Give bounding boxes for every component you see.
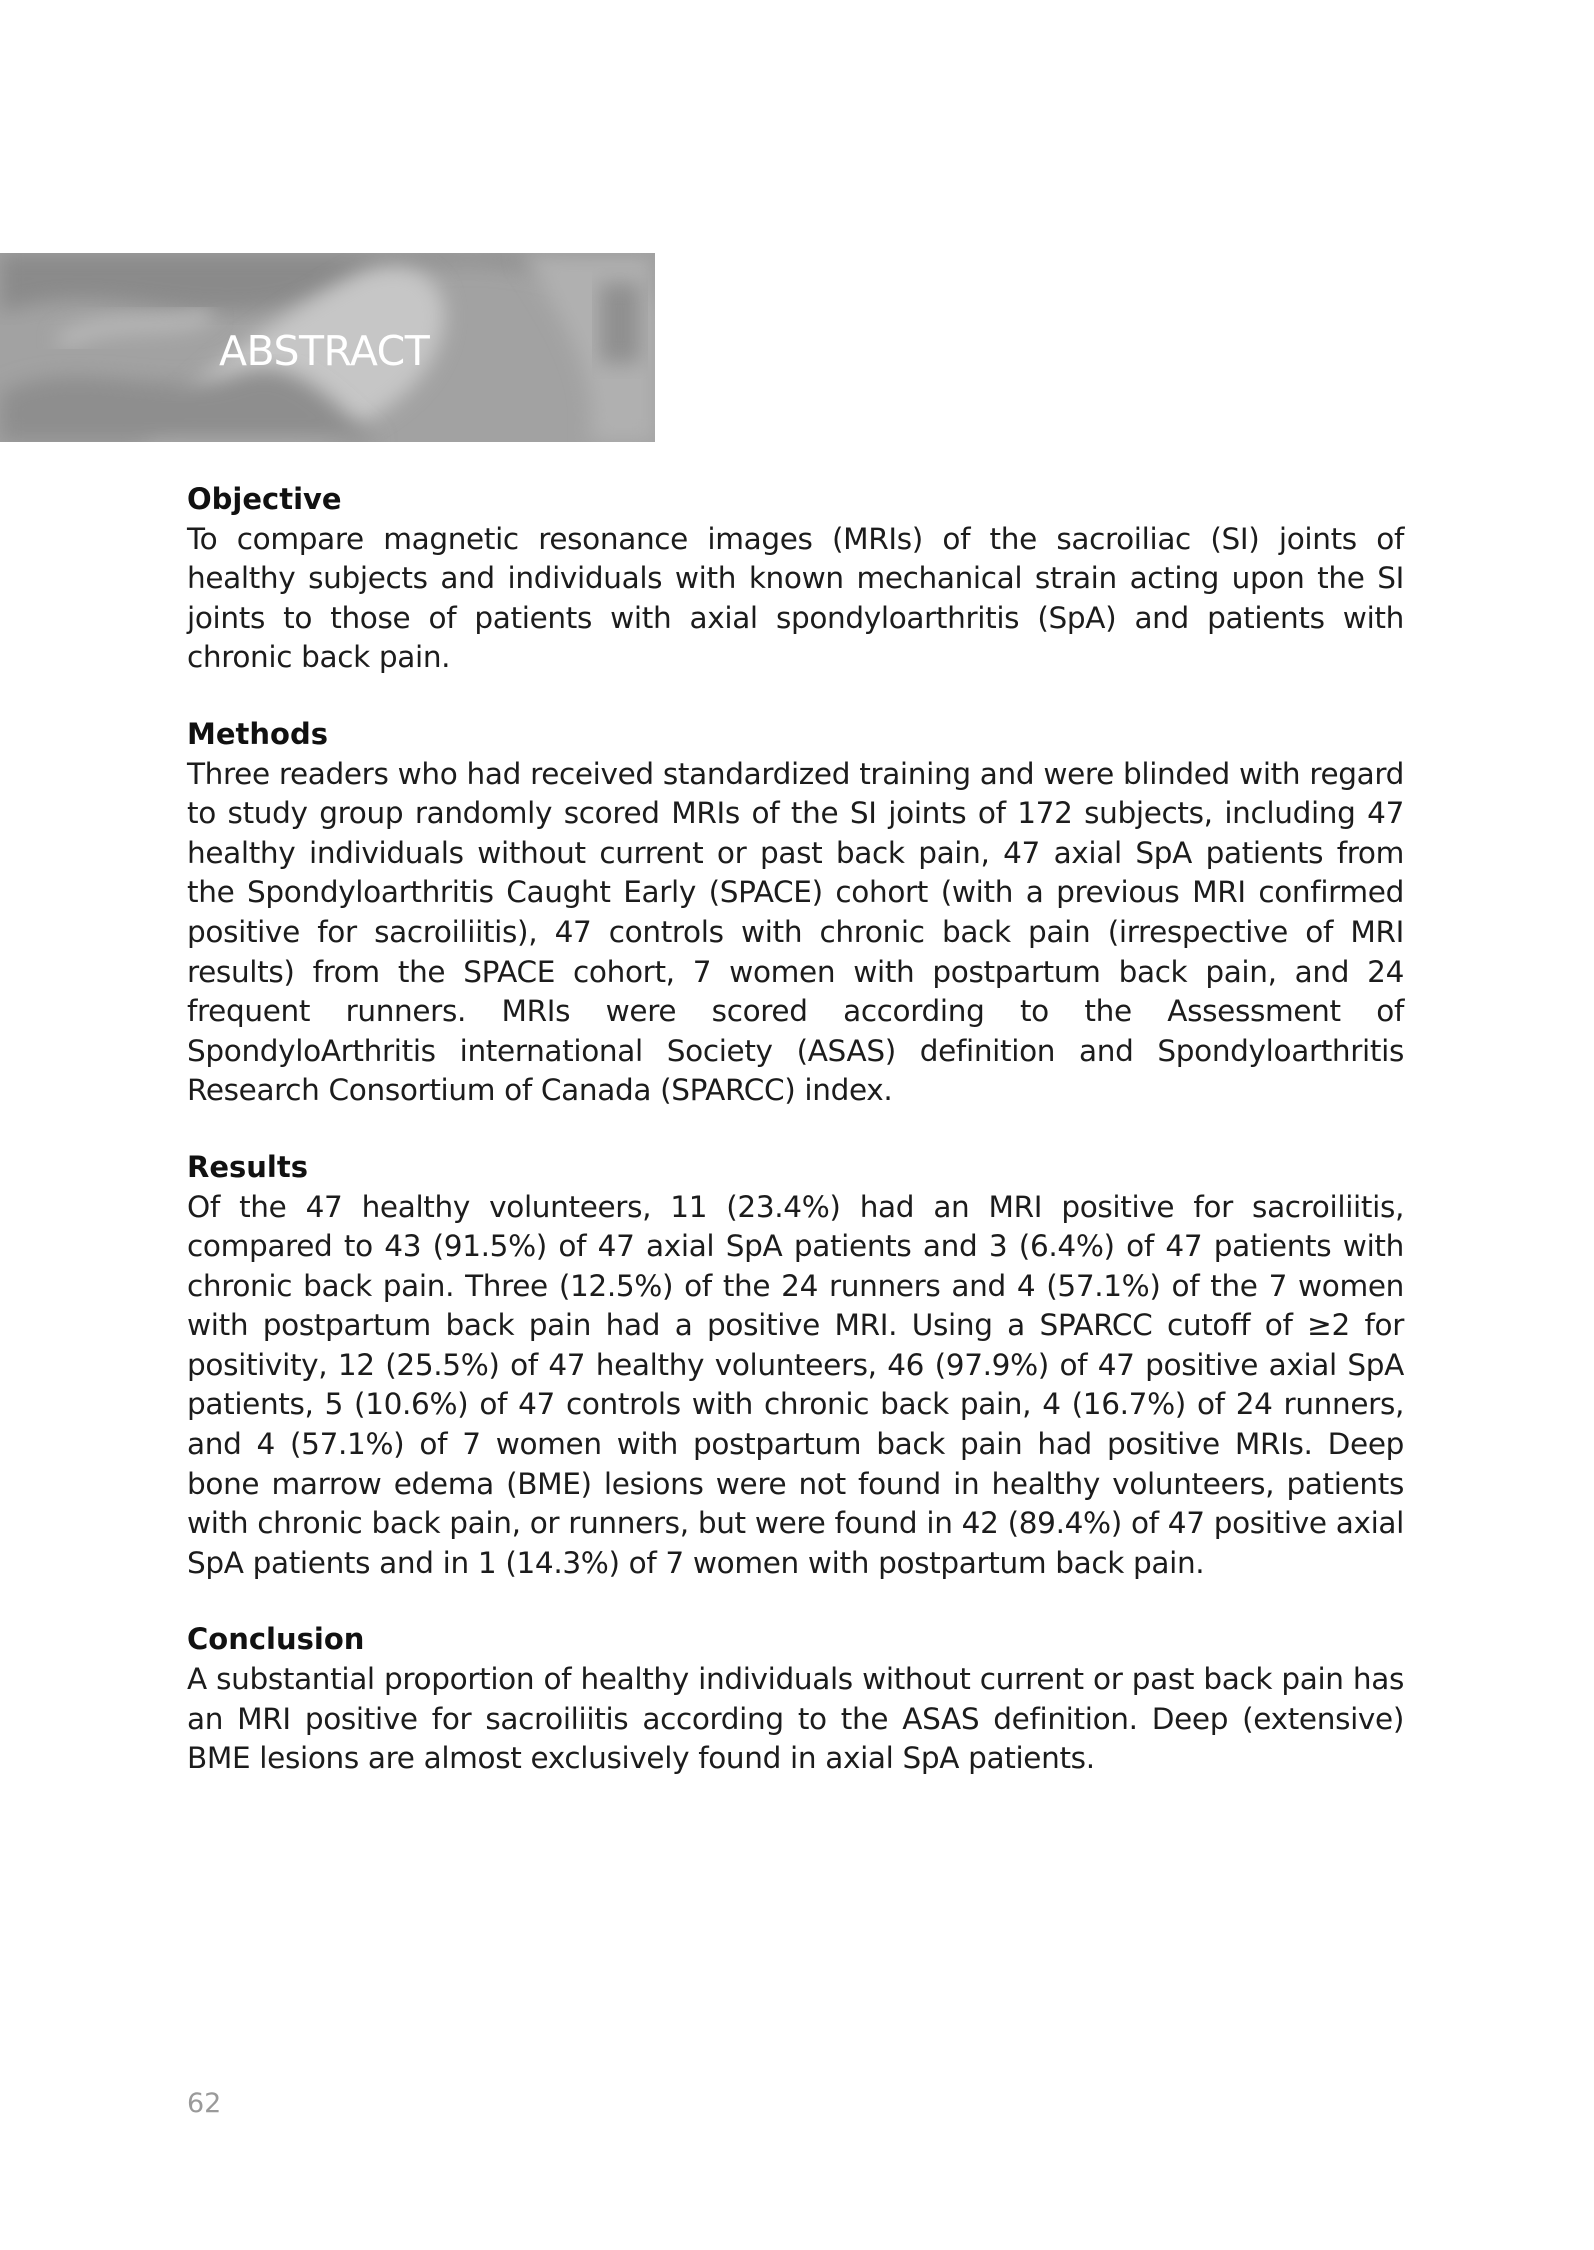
abstract-title: ABSTRACT [219,327,430,375]
page-number: 62 [187,2088,222,2119]
methods-section [187,715,1404,1111]
conclusion-section [187,1620,1404,1778]
results-text: Of the 47 healthy volunteers, 11 (23.4%) had an MRI positive for sacroiliitis, compared to 43 (91.5%) of 47 axial SpA patients and 3 (6.4%) of 47 patients with chronic back pain. Three (12.5%) of the 24 runners and 4 (57.1%) of the 7 women with postpartum back pain had a positive MRI. Using a SPARCC cutoff of ≥2 for positivity, 12 (25.5%) of 47 healthy volunteers, 46 (97.9%) of 47 positive axial SpA patients, 5 (10.6%) of 47 controls with chronic back pain, 4 (16.7%) of 24 runners, and 4 (57.1%) of 7 women with postpartum back pain had positive MRIs. Deep bone marrow edema (BME) lesions were not found in healthy volunteers, patients with chronic back pain, or runners, but were found in 42 (89.4%) of 47 positive axial SpA patients and in 1 (14.3%) of 7 women with postpartum back pain. [187,1189,1404,1580]
conclusion-heading: Conclusion [187,1622,365,1657]
methods-text: Three readers who had received standardized training and were blinded with regard to study group randomly scored MRIs of the SI joints of 172 subjects, including 47 healthy individuals without current or past back pain, 47 axial SpA patients from the Spondyloarthritis Caught Early (SPACE) cohort (with a previous MRI confirmed positive for sacroiliitis), 47 controls with chronic back pain (irrespective of MRI results) from the SPACE cohort, 7 women with postpartum back pain, and 24 frequent runners. MRIs were scored according to the Assessment of SpondyloArthritis international Society (ASAS) definition and Spondyloarthritis Research Consortium of Canada (SPARCC) index. [187,756,1404,1108]
results-section [187,1148,1404,1584]
conclusion-text: A substantial proportion of healthy individuals without current or past back pain has an MRI positive for sacroiliitis according to the ASAS definition. Deep (extensive) BME lesions are almost exclusively found in axial SpA patients. [187,1662,1404,1776]
objective-section [187,480,1404,678]
objective-heading: Objective [187,482,342,516]
results-heading: Results [187,1149,308,1184]
methods-heading: Methods [187,716,328,751]
abstract-banner [0,253,655,442]
abstract-content [187,480,1404,1816]
objective-text: To compare magnetic resonance images (MRIs) of the sacroiliac (SI) joints of healthy subjects and individuals with known mechanical strain acting upon the SI joints to those of patients with axial spondyloarthritis (SpA) and patients with chronic back pain. [187,521,1404,675]
